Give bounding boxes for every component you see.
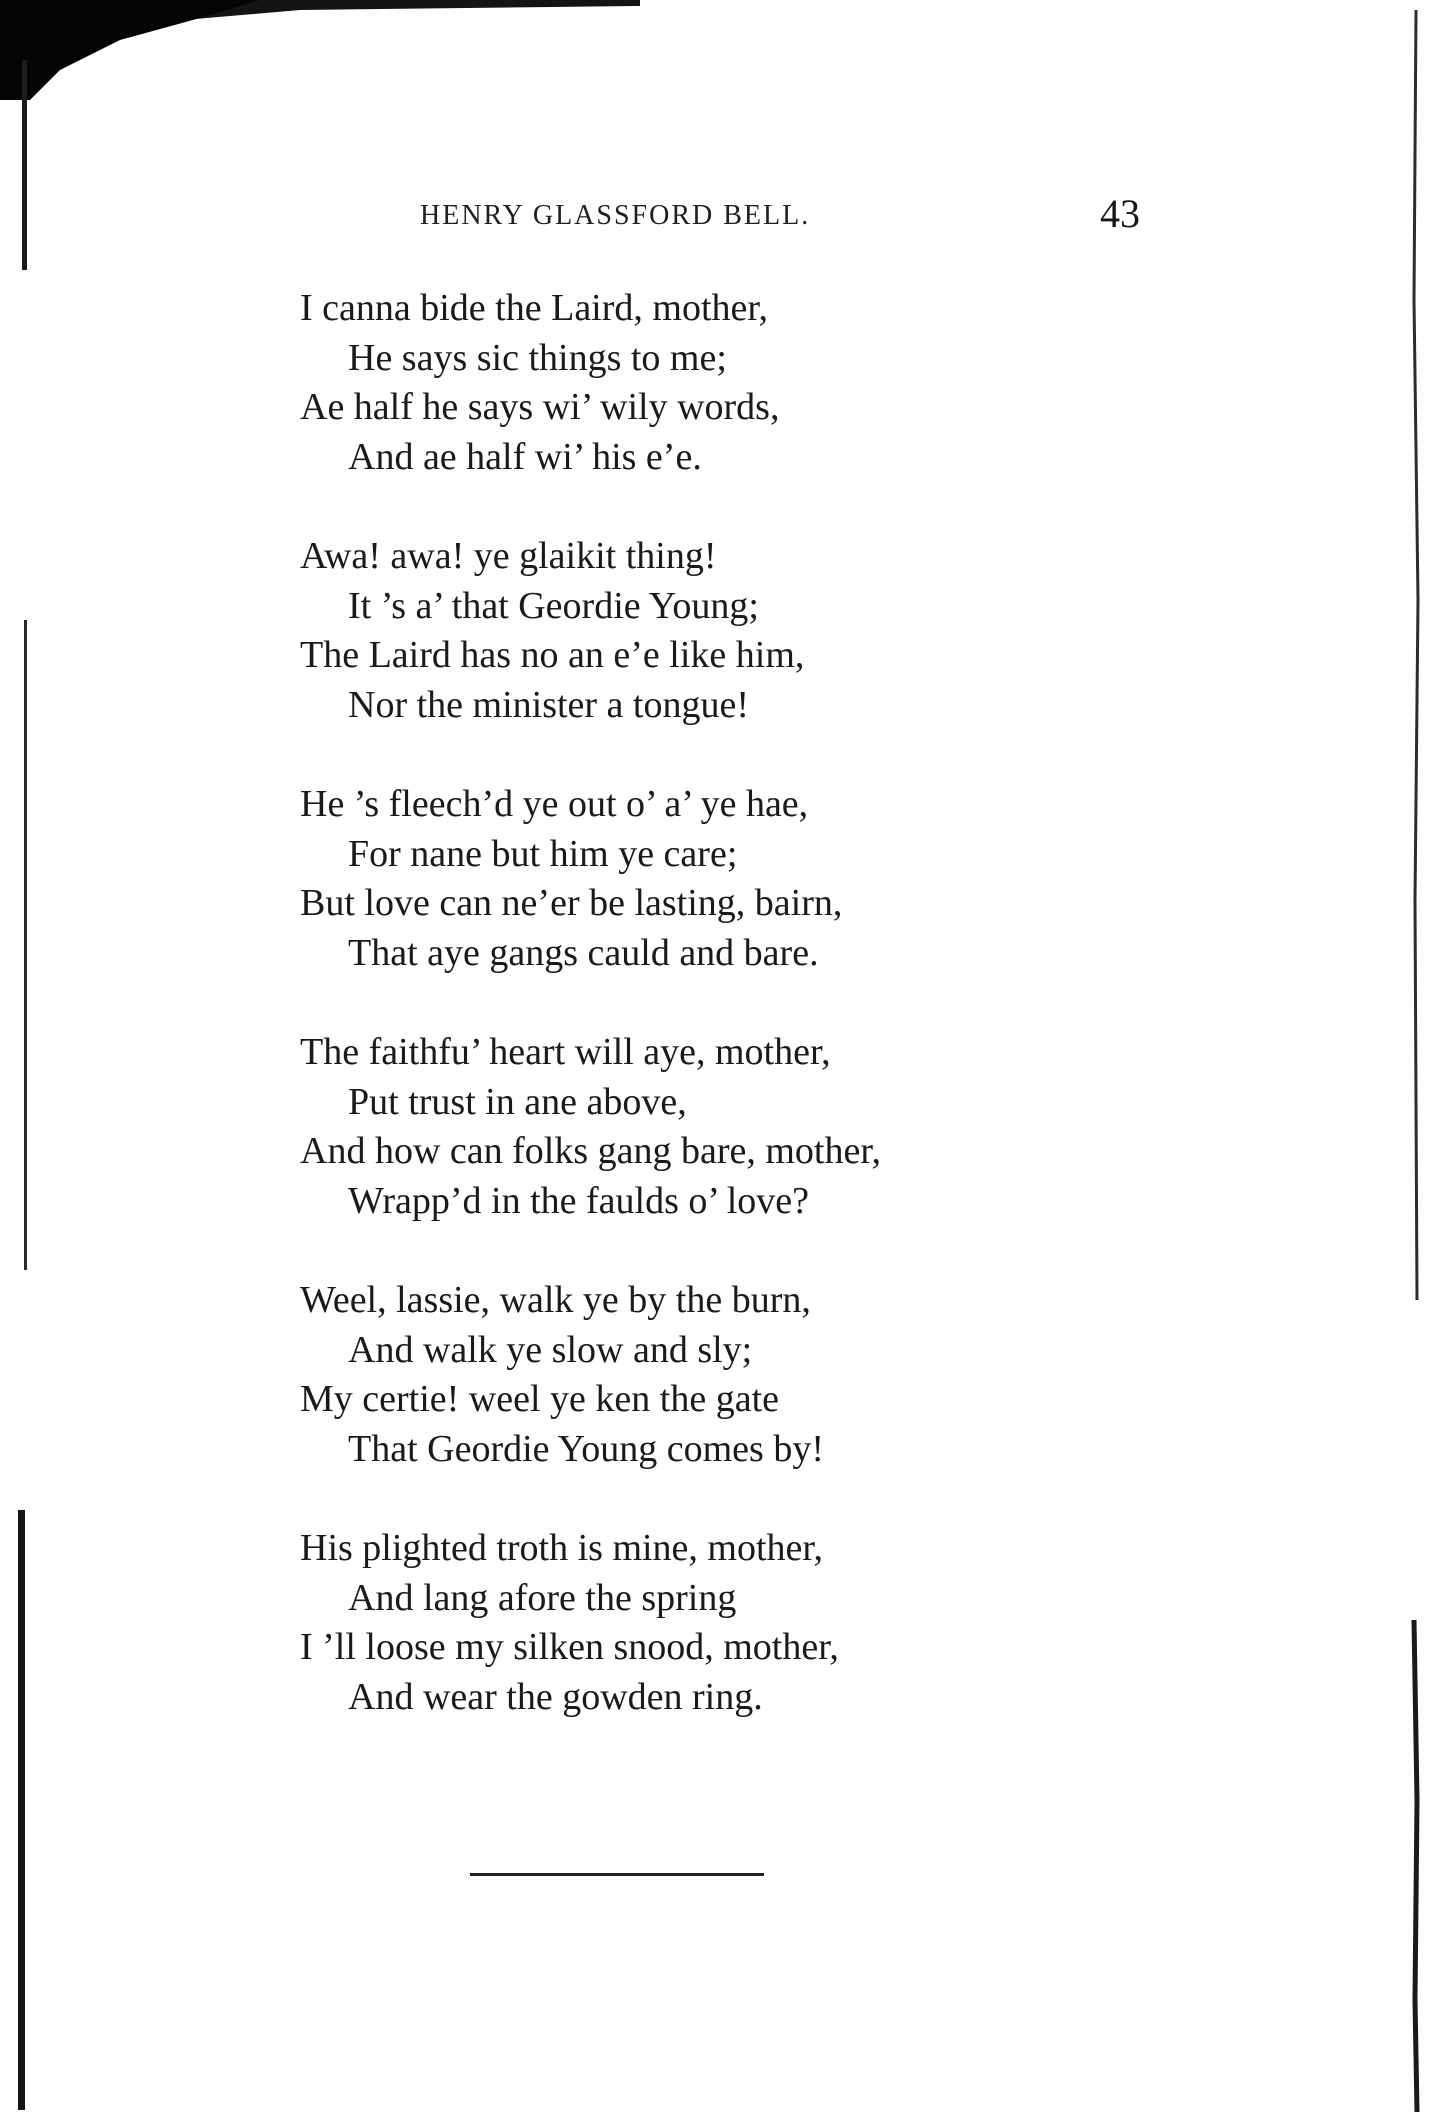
poem-line: The faithfu’ heart will aye, mother,: [300, 1031, 831, 1073]
poem-line: I canna bide the Laird, mother,: [300, 287, 769, 329]
stanza-1: [300, 284, 1020, 482]
poem-line: Put trust in ane above,: [348, 1080, 687, 1123]
stanza-6: [300, 1524, 1020, 1722]
page-number: 43: [1100, 191, 1140, 236]
poem-line: But love can ne’er be lasting, bairn,: [300, 882, 843, 924]
stanza-3: [300, 780, 1020, 978]
page-header: [420, 191, 1140, 246]
poem-line: I ’ll loose my silken snood, mother,: [300, 1626, 839, 1668]
poem-line: That aye gangs cauld and bare.: [348, 931, 819, 974]
section-end-rule: [470, 1873, 764, 1876]
poem-line: And how can folks gang bare, mother,: [300, 1130, 881, 1172]
poem-line: It ’s a’ that Geordie Young;: [348, 584, 759, 627]
poem-line: And walk ye slow and sly;: [348, 1328, 753, 1371]
poem-line: Nor the minister a tongue!: [348, 683, 750, 726]
poem-line: For nane but him ye care;: [348, 832, 738, 875]
poem-line: That Geordie Young comes by!: [348, 1427, 824, 1470]
poem-line: His plighted troth is mine, mother,: [300, 1527, 824, 1569]
stanza-4: [300, 1028, 1020, 1226]
scan-corner-shadow: [0, 0, 640, 100]
poem-line: Wrapp’d in the faulds o’ love?: [348, 1179, 809, 1222]
poem-line: And wear the gowden ring.: [348, 1675, 763, 1718]
scan-left-edge: [0, 0, 40, 2112]
poem-line: And ae half wi’ his e’e.: [348, 435, 702, 478]
poem-line: Ae half he says wi’ wily words,: [300, 386, 780, 428]
poem-line: He says sic things to me;: [348, 336, 727, 379]
poem: [300, 284, 1020, 1772]
scan-right-edge: [1374, 0, 1434, 2112]
poem-line: Awa! awa! ye glaikit thing!: [300, 535, 717, 577]
poem-line: Weel, lassie, walk ye by the burn,: [300, 1279, 811, 1321]
running-head: HENRY GLASSFORD BELL.: [420, 200, 811, 231]
poem-line: The Laird has no an e’e like him,: [300, 634, 805, 676]
poem-line: He ’s fleech’d ye out o’ a’ ye hae,: [300, 783, 809, 825]
poem-line: And lang afore the spring: [348, 1576, 737, 1619]
poem-line: My certie! weel ye ken the gate: [300, 1378, 779, 1420]
stanza-2: [300, 532, 1020, 730]
stanza-5: [300, 1276, 1020, 1474]
